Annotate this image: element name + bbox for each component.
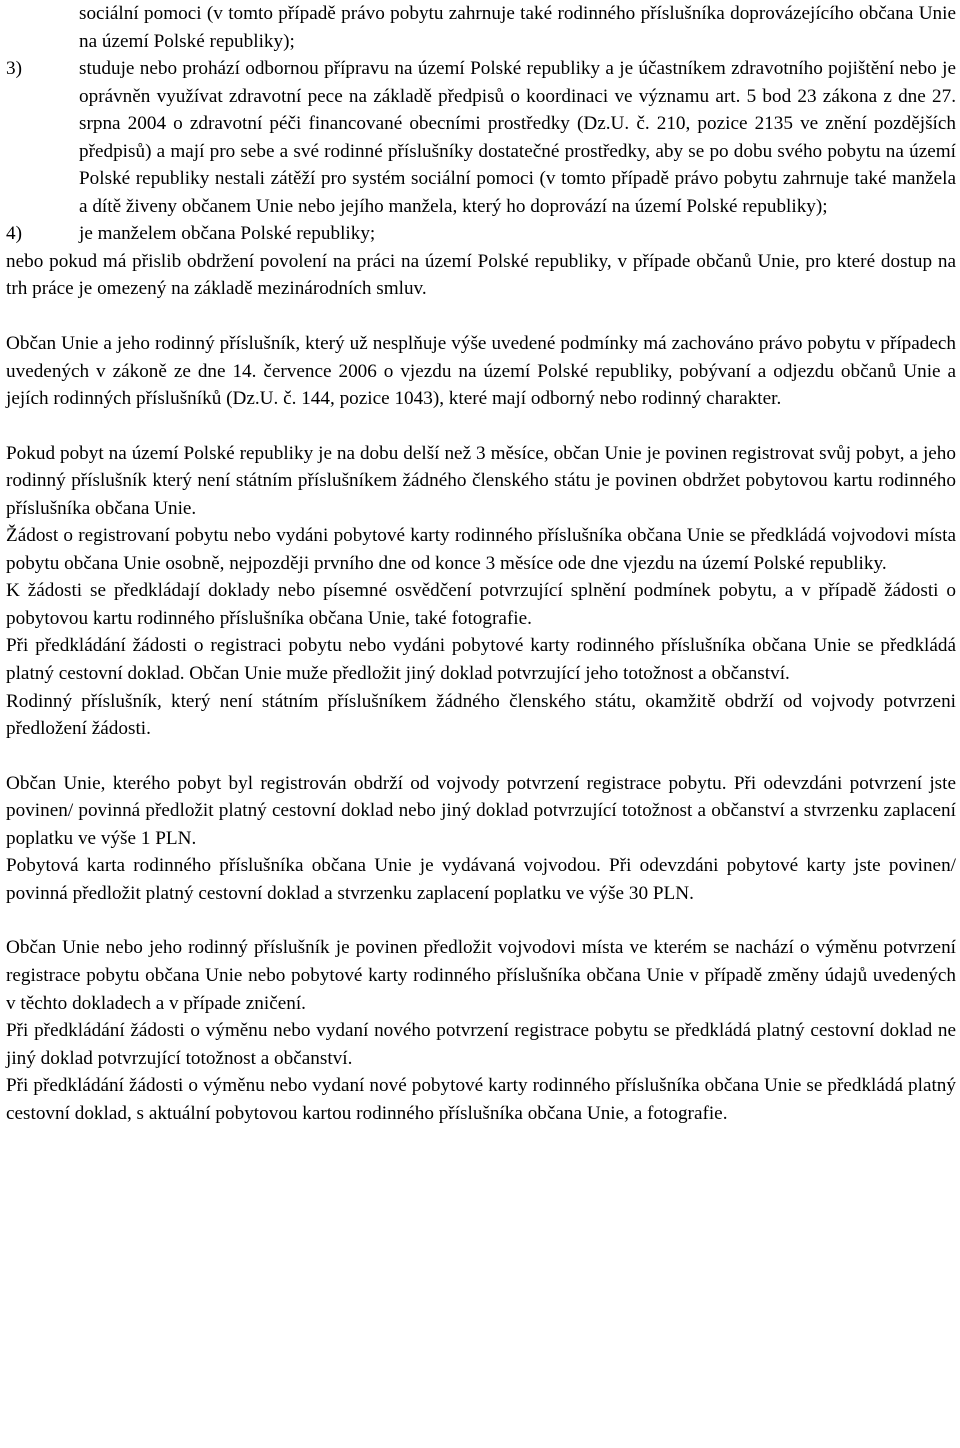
list-item	[6, 220, 956, 248]
paragraph-application: Žádost o registrovaní pobytu nebo vydáni pobytové karty rodinného příslušníka občana Unie se předkládá vojvodovi místa pobytu občana Unie osobně, nejpozději prvního dne od konce 3 měsíce ode dne vjezdu na území Polské republiky.	[6, 525, 956, 574]
paragraph-documents: K žádosti se předkládají doklady nebo písemné osvědčení potvrzující splnění podmínek pobytu, a v případě žádosti o pobytovou kartu rodinného příslušníka občana Unie, také fotografie.	[6, 580, 956, 629]
list-item	[6, 55, 956, 220]
closing-line: nebo pokud má přislib obdržení povolení na práci na území Polské republiky, v případe občanů Unie, pro které dostup na trh práce je omezený na základě mezinárodních smluv.	[6, 250, 956, 300]
paragraph-retention: Občan Unie a jeho rodinný příslušník, který už nesplňuje výše uvedené podmínky má zachováno právo pobytu v případech uvedených v zákoně ze dne 14. července 2006 o vjezdu na území Polské republiky, pobývaní a odjezdu občanů Unie a jejích rodinných příslušníků (Dz.U. č. 144, pozice 1043), které mají odborný nebo rodinný charakter.	[6, 333, 956, 410]
paragraph-travel-document: Při předkládání žádosti o registraci pobytu nebo vydáni pobytové karty rodinného příslušníka občana Unie se předkládá platný cestovní doklad. Občan Unie muže předložit jiný doklad potvrzující jeho totožnost a občanství.	[6, 635, 956, 685]
list-item-text: studuje nebo prohází odbornou přípravu na území Polské republiky a je účastníkem zdravotního pojištění nebo je oprávněn využívat zdravotní pece na základě předpisů o koordinaci ve významu art. 5 bod 23 zákona z dne 27. srpna 2004 o zdravotní péči financované obecními prostředky (Dz.U. č. 210, pozice 2135 ve znění pozdějších předpisů) a mají pro sebe a své rodinné příslušníky dostatečné prostředky, aby se po dobu svého pobytu na území Polské republiky nestali zátěží pro systém sociální pomoci (v tomto případě právo pobytu zahrnuje také manžela a dítě živeny občanem Unie nebo jejího manžela, který ho doprovází na území Polské republiky);	[79, 58, 956, 217]
paragraph-residence-card: Pobytová karta rodinného příslušníka občana Unie je vydávaná vojvodou. Při odevzdáni pobytové karty jste povinen/ povinná předložit platný cestovní doklad a stvrzenku zaplacení poplatku ve výše 30 PLN.	[6, 855, 956, 904]
paragraph-registration: Pokud pobyt na území Polské republiky je na dobu delší než 3 měsíce, občan Unie je povinen registrovat svůj pobyt, a jeho rodinný příslušník který není státním příslušníkem žádného členského státu je povinen obdržet pobytovou kartu rodinného příslušníka občana Unie.	[6, 442, 956, 519]
list-item-text: je manželem občana Polské republiky;	[79, 223, 376, 245]
paragraph-exchange: Občan Unie nebo jeho rodinný příslušník je povinen předložit vojvodovi místa ve kterém se nachází o výměnu potvrzení registrace pobytu občana Unie nebo pobytové karty rodinného příslušníka občana Unie v případě změny údajů uvedených v těchto dokladech a v případe zničení.	[6, 937, 956, 1014]
paragraph-exchange-registration: Při předkládání žádosti o výměnu nebo vydaní nového potvrzení registrace pobytu se předkládá platný cestovní doklad ne jiný doklad potvrzující totožnost a občanství.	[6, 1020, 956, 1069]
list-item-number: 4)	[6, 223, 22, 245]
document-page	[6, 0, 956, 1127]
paragraph-family-member: Rodinný příslušník, který není státním příslušníkem žádného členského státu, okamžitě obdrží od vojvody potvrzeni předložení žádosti.	[6, 690, 956, 740]
paragraph-confirmation: Občan Unie, kterého pobyt byl registrován obdrží od vojvody potvrzení registrace pobytu. Při odevzdáni potvrzení jste povinen/ povinná předložit platný cestovní doklad nebo jiný doklad potvrzující totožnost a občanství a stvrzenku zaplacení poplatku ve výše 1 PLN.	[6, 772, 956, 849]
continued-list-item: sociální pomoci (v tomto případě právo pobytu zahrnuje také rodinného příslušníka doprovázejícího občana Unie na území Polské republiky);	[79, 3, 956, 52]
list-item-number: 3)	[6, 58, 22, 80]
paragraph-exchange-card: Při předkládání žádosti o výměnu nebo vydaní nové pobytové karty rodinného příslušníka občana Unie se předkládá platný cestovní doklad, s aktuální pobytovou kartou rodinného příslušníka občana Unie, a fotografie.	[6, 1075, 956, 1124]
